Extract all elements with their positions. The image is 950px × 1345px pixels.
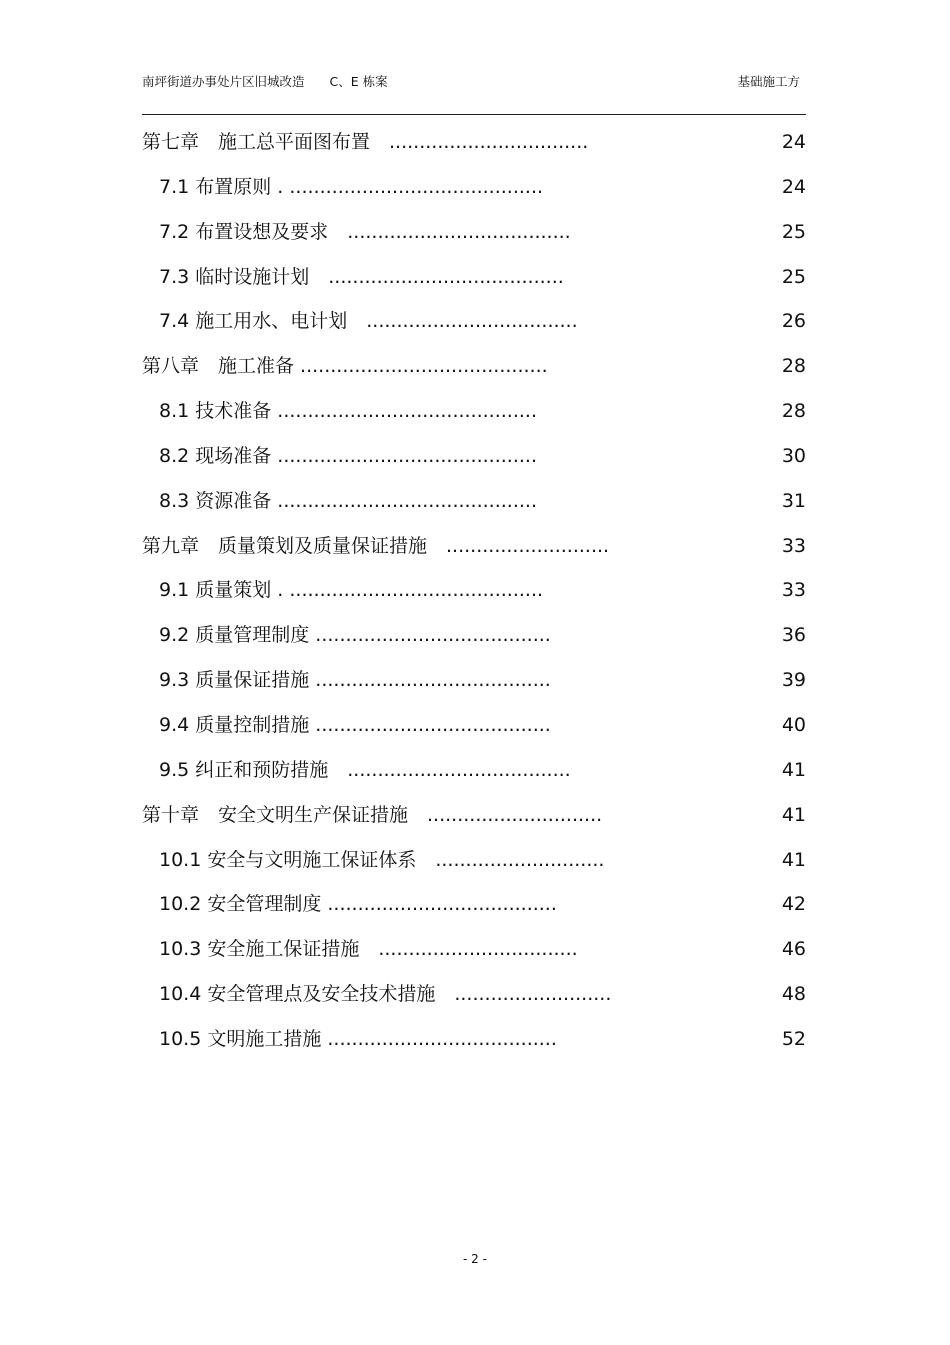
header-document-title: 基础施工方	[737, 74, 800, 89]
toc-entry[interactable]	[142, 882, 806, 927]
toc-entry-title: 9.4 质量控制措施 .......................................	[159, 713, 551, 736]
toc-entry[interactable]	[142, 613, 806, 658]
toc-entry[interactable]	[142, 210, 806, 255]
toc-entry-page: 40	[781, 713, 806, 736]
toc-entry-page: 33	[781, 579, 806, 602]
page-number: - 2 -	[463, 1252, 487, 1266]
toc-entry-title: 第七章 施工总平面图布置 .................................	[142, 131, 589, 153]
toc-entry-page: 28	[781, 355, 806, 378]
toc-entry-page: 33	[781, 534, 806, 557]
toc-entry-page: 26	[781, 310, 806, 333]
toc-entry[interactable]	[142, 479, 806, 524]
toc-entry-title: 10.5 文明施工措施 ......................................	[159, 1027, 557, 1050]
toc-entry[interactable]	[142, 927, 806, 972]
toc-entry-title: 9.3 质量保证措施 .......................................	[159, 669, 551, 692]
toc-entry-page: 41	[781, 848, 806, 871]
toc-entry-page: 48	[781, 983, 806, 1006]
toc-entry-page: 36	[781, 624, 806, 647]
toc-entry-title: 8.2 现场准备 ...........................................	[159, 444, 537, 467]
toc-entry-title: 10.4 安全管理点及安全技术措施 ..........................	[159, 983, 612, 1006]
table-of-contents	[142, 120, 806, 1062]
toc-entry[interactable]	[142, 793, 806, 838]
toc-entry-page: 52	[781, 1027, 806, 1050]
toc-entry[interactable]	[142, 389, 806, 434]
header-project-title: 南坪街道办事处片区旧城改造 C、E 栋案	[142, 74, 388, 89]
page-header	[142, 72, 806, 115]
toc-entry-page: 25	[781, 220, 806, 243]
toc-entry[interactable]	[142, 658, 806, 703]
toc-entry[interactable]	[142, 524, 806, 569]
toc-entry-title: 7.2 布置设想及要求 .....................................	[159, 220, 571, 243]
toc-entry-title: 7.4 施工用水、电计划 ...................................	[159, 310, 578, 333]
toc-entry-title: 第八章 施工准备 .........................................	[142, 355, 548, 378]
toc-entry-page: 24	[781, 175, 806, 198]
toc-entry-title: 8.1 技术准备 ...........................................	[159, 400, 537, 423]
toc-entry[interactable]	[142, 120, 806, 165]
toc-entry[interactable]	[142, 748, 806, 793]
toc-entry-title: 10.3 安全施工保证措施 .................................	[159, 938, 578, 961]
toc-entry[interactable]	[142, 299, 806, 344]
toc-entry-title: 第十章 安全文明生产保证措施 .............................	[142, 803, 603, 826]
toc-entry-title: 第九章 质量策划及质量保证措施 ...........................	[142, 534, 610, 557]
toc-entry-title: 10.1 安全与文明施工保证体系 ............................	[159, 848, 605, 871]
toc-entry[interactable]	[142, 434, 806, 479]
toc-entry-page: 42	[781, 893, 806, 916]
toc-entry[interactable]	[142, 568, 806, 613]
toc-entry-page: 41	[781, 758, 806, 781]
toc-entry-page: 28	[781, 400, 806, 423]
toc-entry-title: 9.5 纠正和预防措施 .....................................	[159, 758, 571, 781]
toc-entry-title: 9.2 质量管理制度 .......................................	[159, 624, 551, 647]
toc-entry-title: 7.1 布置原则 . ..........................................	[159, 175, 544, 198]
toc-entry-title: 8.3 资源准备 ...........................................	[159, 489, 537, 512]
toc-entry[interactable]	[142, 972, 806, 1017]
toc-entry-page: 39	[781, 669, 806, 692]
toc-entry-page: 24	[781, 131, 806, 153]
toc-entry-page: 46	[781, 938, 806, 961]
toc-entry[interactable]	[142, 165, 806, 210]
toc-entry[interactable]	[142, 703, 806, 748]
toc-entry[interactable]	[142, 344, 806, 389]
toc-entry-page: 30	[781, 444, 806, 467]
toc-entry-page: 31	[781, 489, 806, 512]
toc-entry-page: 41	[781, 803, 806, 826]
toc-entry[interactable]	[142, 1017, 806, 1062]
toc-entry-title: 7.3 临时设施计划 .......................................	[159, 265, 564, 288]
toc-entry-title: 9.1 质量策划 . ..........................................	[159, 579, 544, 602]
toc-entry[interactable]	[142, 838, 806, 883]
toc-entry[interactable]	[142, 255, 806, 300]
toc-entry-page: 25	[781, 265, 806, 288]
toc-entry-title: 10.2 安全管理制度 ......................................	[159, 893, 557, 916]
